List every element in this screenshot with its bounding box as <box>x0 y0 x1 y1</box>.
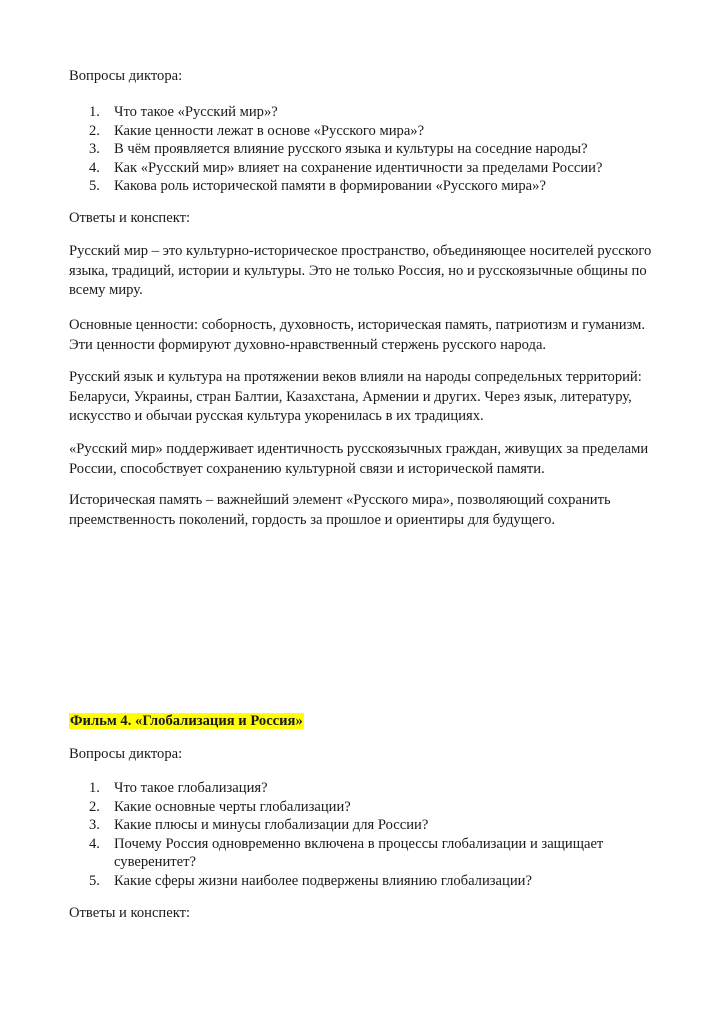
questions-label: Вопросы диктора: <box>69 68 183 84</box>
paragraph-5-block <box>69 491 659 530</box>
questions-label: Вопросы диктора: <box>69 746 183 762</box>
question-text: Как «Русский мир» влияет на сохранение идентичности за пределами России? <box>114 159 603 176</box>
paragraph: Русский мир – это культурно-историческое пространство, объединяющее носителей русского языка, традиций, истории и культуры. Это не только Россия, но и русскоязычные общины по всему миру. <box>69 243 652 298</box>
paragraph-2-block <box>69 316 659 355</box>
paragraph: «Русский мир» поддерживает идентичность русскоязычных граждан, живущих за пределами России, способствует сохранению культурной связи и исторической памяти. <box>69 441 649 477</box>
list-number: 3. <box>89 141 100 157</box>
question-text: Какие плюсы и минусы глобализации для России? <box>114 817 429 833</box>
question-list-2 <box>69 779 659 890</box>
answers-label: Ответы и конспект: <box>69 905 191 921</box>
question-text: Что такое глобализация? <box>114 780 268 796</box>
question-text: Какие сферы жизни наиболее подвержены влиянию глобализации? <box>114 872 532 889</box>
list-item <box>69 779 659 798</box>
film-title: Фильм 4. «Глобализация и Россия» <box>70 713 303 729</box>
answers-label-1-block <box>69 208 659 228</box>
list-number: 5. <box>89 178 100 194</box>
list-item <box>69 872 659 891</box>
list-item <box>69 159 659 178</box>
list-number: 1. <box>89 104 100 120</box>
paragraph-4-block <box>69 440 659 479</box>
film-title-block <box>69 712 659 730</box>
list-item <box>69 798 659 817</box>
list-number: 4. <box>89 835 100 852</box>
paragraph: Основные ценности: соборность, духовность, историческая память, патриотизм и гуманизм. Эти ценности формируют духовно-нравственный стержень русского народа. <box>69 317 646 353</box>
questions-label-1-block <box>69 66 659 86</box>
list-item <box>69 177 659 196</box>
paragraph: Русский язык и культура на протяжении веков влияли на народы сопредельных территорий: Беларуси, Украины, стран Балтии, Казахстана, Армении и других. Через язык, литературу, искусство и обычаи русская культура укоренилась в их традициях. <box>69 369 642 424</box>
list-item <box>69 140 659 159</box>
questions-label-2-block <box>69 744 659 764</box>
list-number: 1. <box>89 780 100 796</box>
list-item <box>69 103 659 122</box>
question-text: Какие ценности лежат в основе «Русского мира»? <box>114 122 425 139</box>
list-item <box>69 816 659 835</box>
list-item <box>69 122 659 141</box>
question-text: Какие основные черты глобализации? <box>114 798 351 815</box>
answers-label-2-block <box>69 903 659 923</box>
question-text: Почему Россия одновременно включена в процессы глобализации и защищает суверенитет? <box>114 835 604 870</box>
question-text: Что такое «Русский мир»? <box>114 104 278 120</box>
paragraph: Историческая память – важнейший элемент «Русского мира», позволяющий сохранить преемственность поколений, гордость за прошлое и ориентиры для будущего. <box>69 492 611 528</box>
list-number: 2. <box>89 798 100 815</box>
list-number: 3. <box>89 817 100 833</box>
list-number: 2. <box>89 122 100 139</box>
question-text: Какова роль исторической памяти в формировании «Русского мира»? <box>114 178 546 194</box>
question-text: В чём проявляется влияние русского языка и культуры на соседние народы? <box>114 141 588 157</box>
paragraph-1-block <box>69 242 659 301</box>
list-number: 4. <box>89 159 100 176</box>
answers-label: Ответы и конспект: <box>69 210 191 226</box>
list-number: 5. <box>89 872 100 889</box>
paragraph-3-block <box>69 368 659 427</box>
question-list-1 <box>69 103 659 196</box>
list-item <box>69 835 659 872</box>
